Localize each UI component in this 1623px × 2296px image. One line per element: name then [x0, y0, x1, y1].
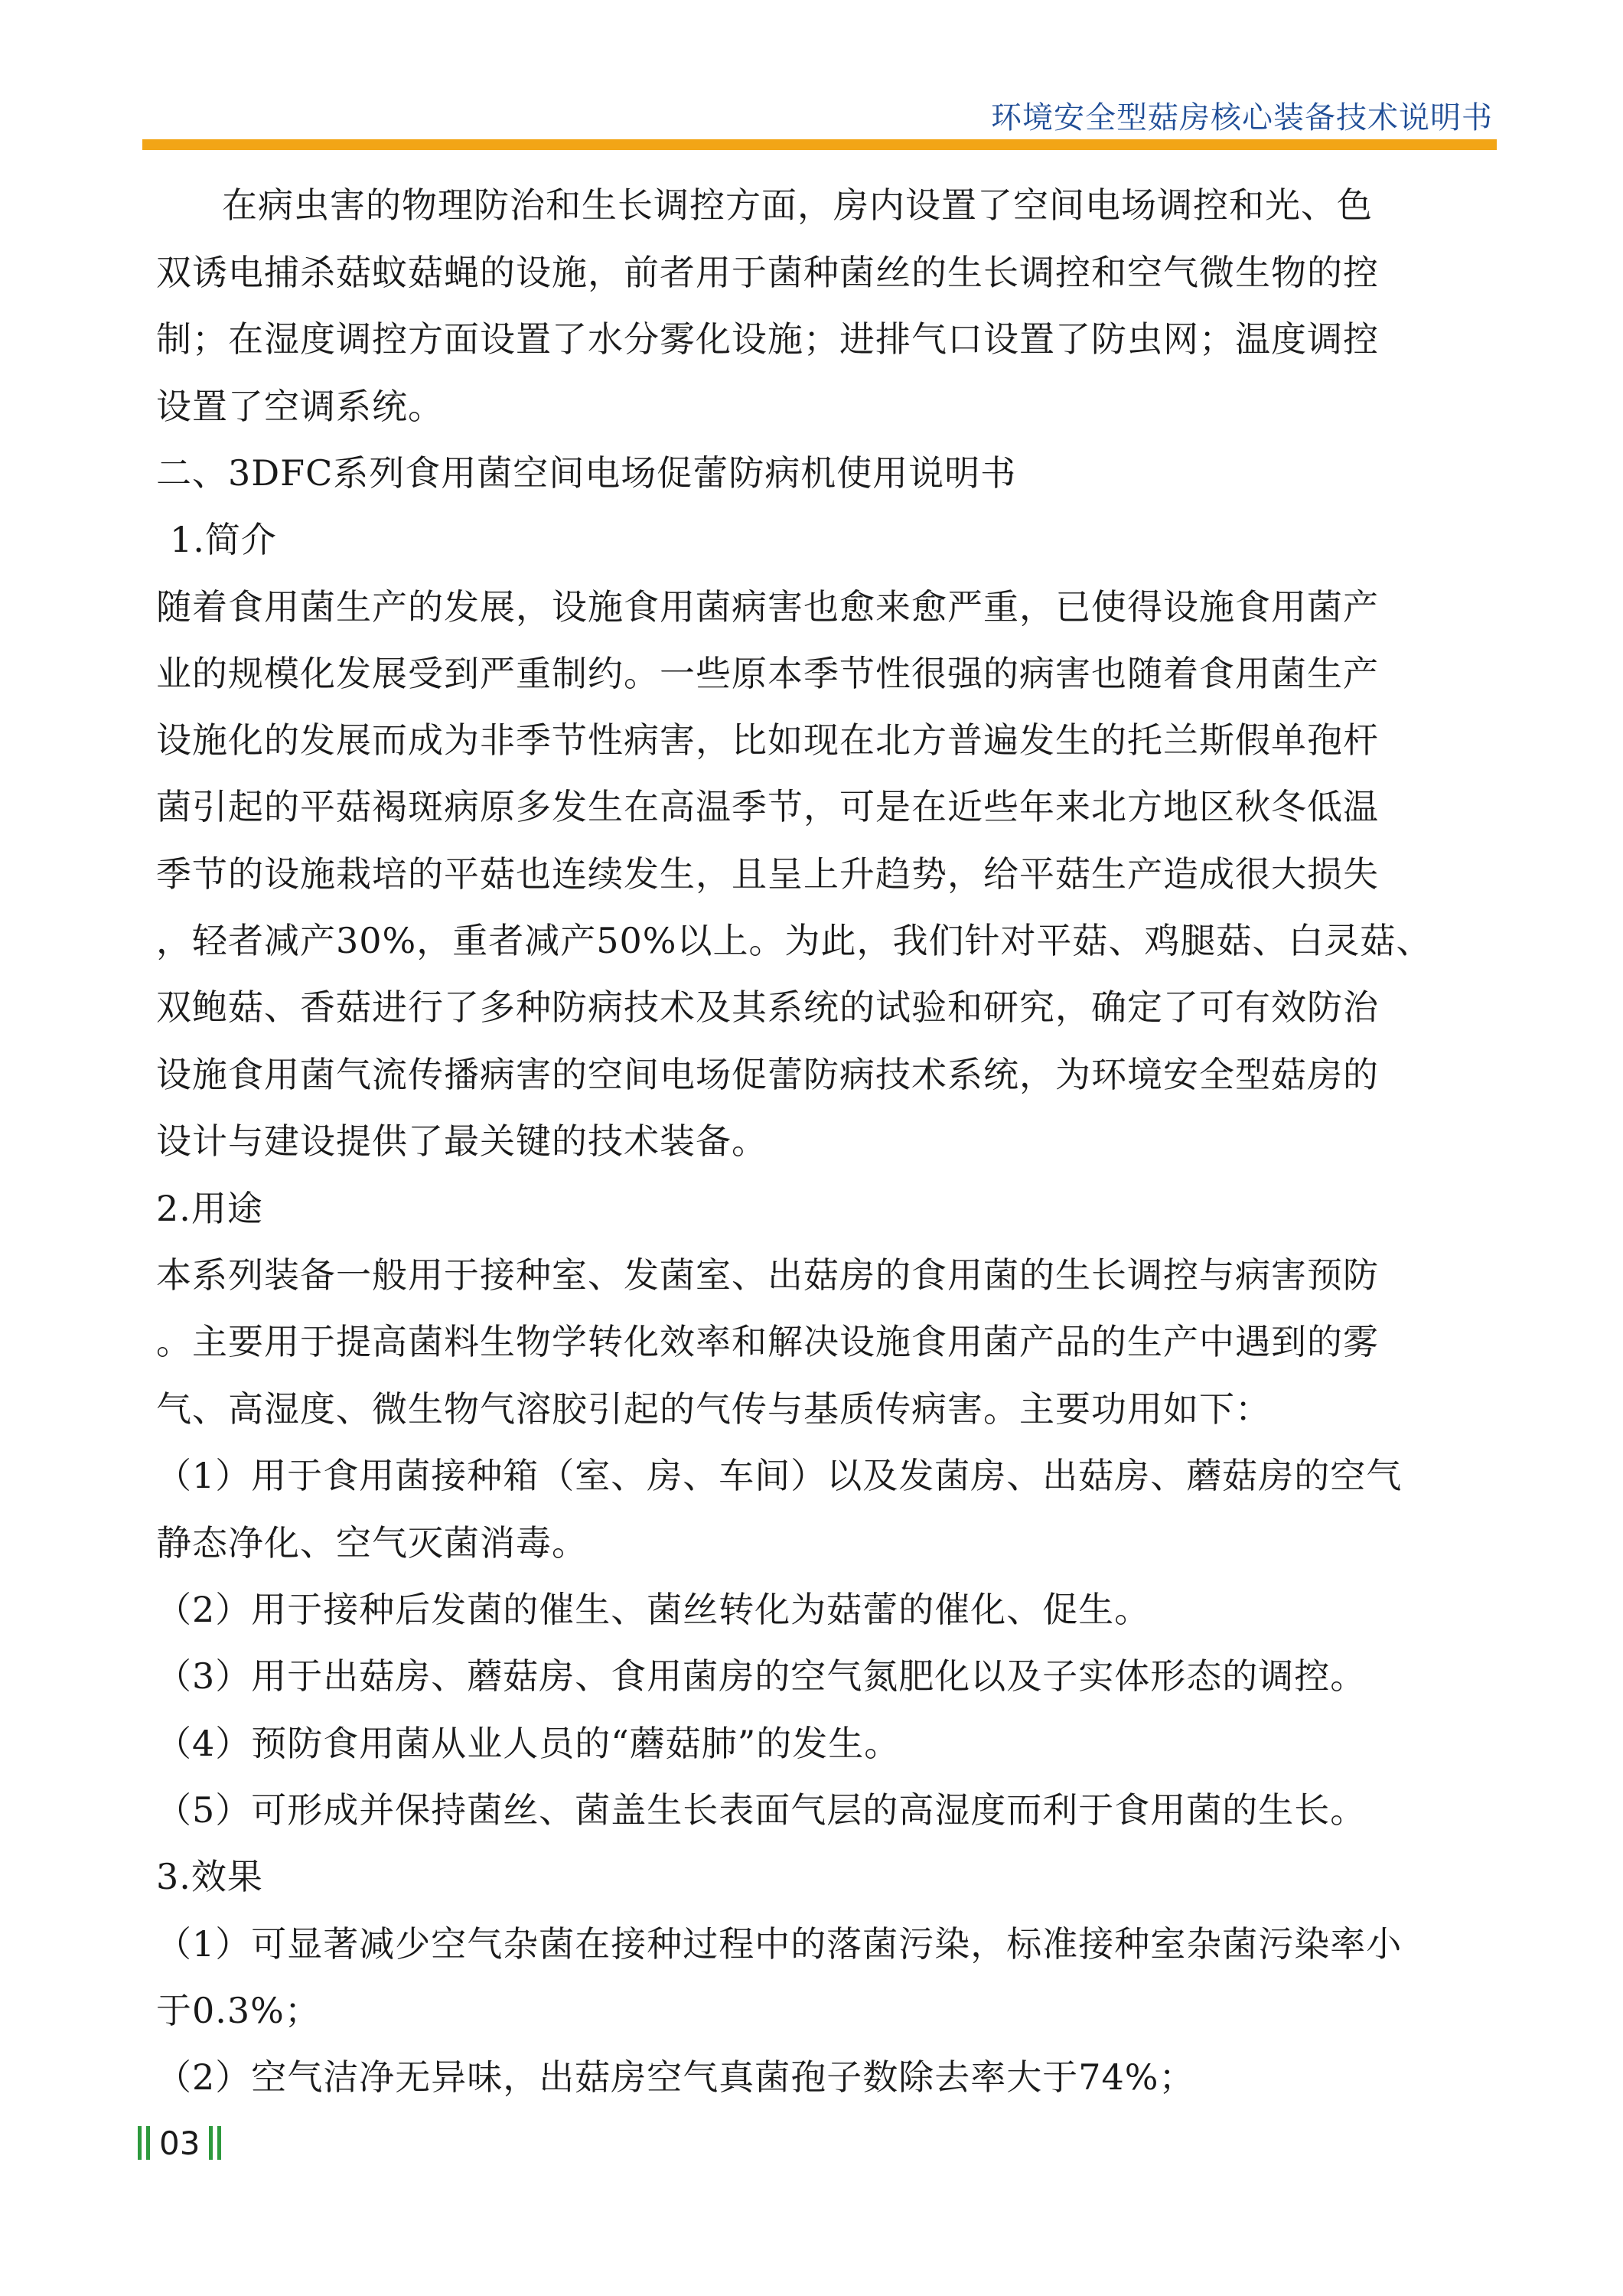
text-line: 设计与建设提供了最关键的技术装备。 — [156, 1120, 768, 1162]
text-line: 菌引起的平菇褐斑病原多发生在高温季节，可是在近些年来北方地区秋冬低温 — [156, 786, 1379, 827]
text-line: 设置了空调系统。 — [156, 386, 444, 427]
page-number-bar-icon — [146, 2126, 150, 2160]
subsection-heading: 1.简介 — [170, 519, 277, 560]
text-line: ，轻者减产30%，重者减产50%以上。为此，我们针对平菇、鸡腿菇、白灵菇、 — [156, 920, 1432, 961]
text-line: 。主要用于提高菌料生物学转化效率和解决设施食用菌产品的生产中遇到的雾 — [156, 1321, 1379, 1362]
text-line: 在病虫害的物理防治和生长调控方面，房内设置了空间电场调控和光、色 — [222, 184, 1373, 226]
list-item-continuation: 于0.3%； — [156, 1990, 321, 2031]
subsection-heading: 3.效果 — [156, 1856, 263, 1897]
text-line: 季节的设施栽培的平菇也连续发生，且呈上升趋势，给平菇生产造成很大损失 — [156, 853, 1379, 895]
page-number-bar-icon — [217, 2126, 221, 2160]
text-line: 双鲍菇、香菇进行了多种防病技术及其系统的试验和研究，确定了可有效防治 — [156, 987, 1379, 1028]
text-line: 设施化的发展而成为非季节性病害，比如现在北方普遍发生的托兰斯假单孢杆 — [156, 719, 1379, 761]
list-item: （2）空气洁净无异味，出菇房空气真菌孢子数除去率大于74%； — [156, 2056, 1195, 2098]
text-line: 气、高湿度、微生物气溶胶引起的气传与基质传病害。主要功用如下： — [156, 1388, 1271, 1430]
text-line: 本系列装备一般用于接种室、发菌室、出菇房的食用菌的生长调控与病害预防 — [156, 1254, 1379, 1296]
text-line: 双诱电捕杀菇蚊菇蝇的设施，前者用于菌种菌丝的生长调控和空气微生物的控 — [156, 252, 1379, 293]
subsection-heading: 2.用途 — [156, 1188, 263, 1229]
list-item-continuation: 静态净化、空气灭菌消毒。 — [156, 1522, 588, 1564]
list-item: （3）用于出菇房、蘑菇房、食用菌房的空气氮肥化以及子实体形态的调控。 — [156, 1655, 1367, 1697]
page-number-bar-icon — [209, 2126, 213, 2160]
text-line: 业的规模化发展受到严重制约。一些原本季节性很强的病害也随着食用菌生产 — [156, 653, 1379, 694]
list-item: （2）用于接种后发菌的催生、菌丝转化为菇蕾的催化、促生。 — [156, 1589, 1151, 1630]
text-line: 制；在湿度调控方面设置了水分雾化设施；进排气口设置了防虫网；温度调控 — [156, 318, 1379, 360]
list-item: （1）用于食用菌接种箱（室、房、车间）以及发菌房、出菇房、蘑菇房的空气 — [156, 1455, 1403, 1496]
text-line: 设施食用菌气流传播病害的空间电场促蕾防病技术系统，为环境安全型菇房的 — [156, 1054, 1379, 1095]
text-line: 随着食用菌生产的发展，设施食用菌病害也愈来愈严重，已使得设施食用菌产 — [156, 586, 1379, 628]
page-header-title: 环境安全型菇房核心装备技术说明书 — [991, 100, 1493, 135]
list-item: （5）可形成并保持菌丝、菌盖生长表面气层的高湿度而利于食用菌的生长。 — [156, 1789, 1367, 1831]
list-item: （4）预防食用菌从业人员的“蘑菇肺”的发生。 — [156, 1723, 901, 1764]
page-number-text: 03 — [159, 2124, 200, 2162]
page-number — [138, 2120, 221, 2166]
section-heading: 二、3DFC系列食用菌空间电场促蕾防病机使用说明书 — [156, 452, 1017, 494]
header-rule — [142, 139, 1497, 150]
page-number-bar-icon — [138, 2126, 142, 2160]
list-item: （1）可显著减少空气杂菌在接种过程中的落菌污染，标准接种室杂菌污染率小 — [156, 1923, 1403, 1965]
